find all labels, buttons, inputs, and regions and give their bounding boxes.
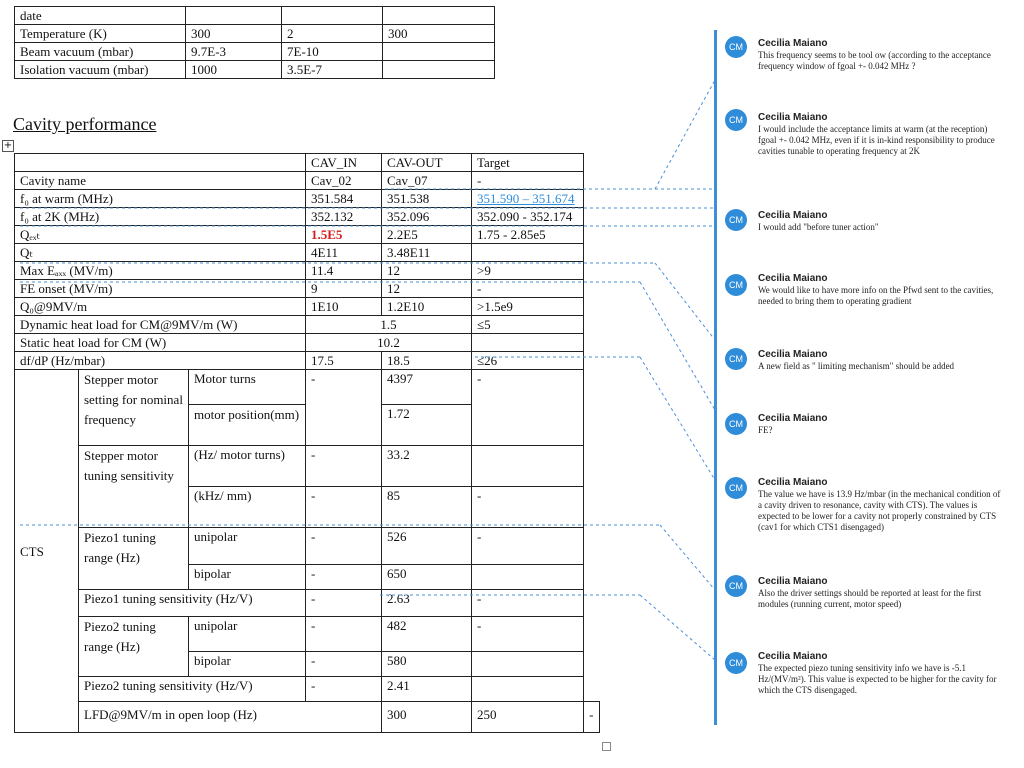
comment-card[interactable] (758, 273, 1003, 307)
row-label: Stepper motor setting for nominal frequency (79, 370, 189, 446)
row-label: Qₜ (15, 244, 306, 262)
table-cell: 2.2E5 (382, 226, 472, 244)
comment-author: Cecilia Maiano (758, 210, 828, 221)
row-label: LFD@9MV/m in open loop (Hz) (79, 702, 382, 733)
table-cell: 12 (382, 262, 472, 280)
column-header: CAV-OUT (382, 154, 472, 172)
table-cell: 2 (282, 25, 383, 43)
avatar: CM (725, 274, 747, 296)
table-cell: 9 (306, 280, 382, 298)
table-move-handle-icon[interactable]: + (3, 140, 13, 151)
section-heading: Cavity performance (13, 114, 157, 134)
row-label: Piezo2 tuning sensitivity (Hz/V) (79, 677, 306, 702)
table-cell: 351.584 (306, 190, 382, 208)
comment-text: We would like to have more info on the Pfwd sent to the cavities, needed to bring them to operating gradient (758, 285, 994, 306)
comment-card[interactable] (758, 349, 1003, 372)
row-sublabel: motor position(mm) (189, 405, 306, 446)
comment-card[interactable] (758, 210, 1003, 233)
table-cell: - (306, 617, 382, 652)
column-header: CAV_IN (306, 154, 382, 172)
table-cell: 85 (382, 487, 472, 528)
row-label: df/dP (Hz/mbar) (15, 352, 306, 370)
table-cell: 1.75 - 2.85e5 (472, 226, 584, 244)
table-cell: - (306, 446, 382, 487)
table-cell: - (472, 370, 584, 446)
table-cell: 352.096 (382, 208, 472, 226)
table-cell: 3.48E11 (382, 244, 472, 262)
row-sublabel: unipolar (189, 528, 306, 565)
comment-author: Cecilia Maiano (758, 349, 828, 360)
comment-text: FE? (758, 425, 773, 435)
comment-text: A new field as " limiting mechanism" should be added (758, 361, 955, 371)
avatar: CM (725, 209, 747, 231)
table-cell: - (306, 590, 382, 617)
table-cell: 580 (382, 652, 472, 677)
avatar: CM (725, 36, 747, 58)
column-header: Target (472, 154, 584, 172)
row-label: Piezo2 tuning range (Hz) (79, 617, 189, 677)
table-cell: Beam vacuum (mbar) (15, 43, 186, 61)
table-cell: 1.5 (306, 316, 472, 334)
row-label: FE onset (MV/m) (15, 280, 306, 298)
table-cell: 482 (382, 617, 472, 652)
table-cell: ≤26 (472, 352, 584, 370)
table-cell: 250 (472, 702, 584, 733)
comment-author: Cecilia Maiano (758, 576, 828, 587)
table-cell: 4397 (382, 370, 472, 405)
table-cell: 10.2 (306, 334, 472, 352)
row-label: Cavity name (15, 172, 306, 190)
comment-author: Cecilia Maiano (758, 651, 828, 662)
comment-author: Cecilia Maiano (758, 273, 828, 284)
row-sublabel: unipolar (189, 617, 306, 652)
table-cell: - (472, 172, 584, 190)
row-sublabel: bipolar (189, 652, 306, 677)
comment-author: Cecilia Maiano (758, 413, 828, 424)
row-sublabel: (kHz/ mm) (189, 487, 306, 528)
table-cell: 3.5E-7 (282, 61, 383, 79)
table-cell: - (472, 528, 584, 565)
comment-card[interactable] (758, 651, 1003, 696)
table-cell: 9.7E-3 (186, 43, 282, 61)
avatar: CM (725, 413, 747, 435)
table-cell: 1.2E10 (382, 298, 472, 316)
table-cell: - (584, 702, 600, 733)
row-sublabel: bipolar (189, 565, 306, 590)
table-cell: - (306, 370, 382, 446)
comment-text: I would add "before tuner action" (758, 222, 879, 232)
table-cell: - (472, 280, 584, 298)
table-cell: 2.63 (382, 590, 472, 617)
comment-text: The value we have is 13.9 Hz/mbar (in the mechanical condition of a cavity driven to resonance, cavity with CTS). The values is expected to be lower for a cavity not properly constrained by CTS (cav1 for which CTS1 disengaged) (758, 489, 1001, 532)
avatar: CM (725, 575, 747, 597)
table-cell: 1.72 (382, 405, 472, 446)
row-label: f₀ at warm (MHz) (15, 190, 306, 208)
comment-author: Cecilia Maiano (758, 38, 828, 49)
row-label: f₀ at 2K (MHz) (15, 208, 306, 226)
comment-card[interactable] (758, 477, 1003, 533)
table-cell: 526 (382, 528, 472, 565)
comment-card[interactable] (758, 413, 1003, 436)
table-cell: Cav_02 (306, 172, 382, 190)
table-cell: 33.2 (382, 446, 472, 487)
table-cell: >9 (472, 262, 584, 280)
table-cell: 11.4 (306, 262, 382, 280)
table-cell: Temperature (K) (15, 25, 186, 43)
table-cell: 17.5 (306, 352, 382, 370)
comment-author: Cecilia Maiano (758, 477, 828, 488)
avatar: CM (725, 348, 747, 370)
comment-card[interactable] (758, 38, 1003, 72)
table-cell: 1000 (186, 61, 282, 79)
comment-text: Also the driver settings should be reported at least for the first modules (running current, motor speed) (758, 588, 982, 609)
table-cell: >1.5e9 (472, 298, 584, 316)
table-cell: 351.590 – 351.674 (472, 190, 584, 208)
row-label: Max Eₐₓₓ (MV/m) (15, 262, 306, 280)
comment-card[interactable] (758, 576, 1003, 610)
table-cell: 300 (382, 702, 472, 733)
table-cell: 1E10 (306, 298, 382, 316)
comment-card[interactable] (758, 112, 1003, 157)
table-cell: 351.538 (382, 190, 472, 208)
row-label: Q₀@9MV/m (15, 298, 306, 316)
table-cell: 18.5 (382, 352, 472, 370)
table-cell: 2.41 (382, 677, 472, 702)
table-cell: - (472, 617, 584, 652)
comment-text: The expected piezo tuning sensitivity info we have is -5.1 Hz/(MV/m²). This value is expected to be higher for the cavity for which the CTS disengaged. (758, 663, 997, 695)
row-sublabel: Motor turns (189, 370, 306, 405)
table-cell: ≤5 (472, 316, 584, 334)
avatar: CM (725, 109, 747, 131)
table-cell: Cav_07 (382, 172, 472, 190)
table-cell: 1.5E5 (306, 226, 382, 244)
table-cell: - (306, 565, 382, 590)
row-label: Stepper motor tuning sensitivity (79, 446, 189, 528)
row-label: Static heat load for CM (W) (15, 334, 306, 352)
avatar: CM (725, 477, 747, 499)
table-cell: - (306, 652, 382, 677)
table-cell: - (472, 590, 584, 617)
cts-label: CTS (15, 370, 79, 733)
row-sublabel: (Hz/ motor turns) (189, 446, 306, 487)
table-cell: 352.090 - 352.174 (472, 208, 584, 226)
table-cell: 300 (186, 25, 282, 43)
comment-author: Cecilia Maiano (758, 112, 828, 123)
row-label: Piezo1 tuning range (Hz) (79, 528, 189, 590)
row-label: Qₑₓₜ (15, 226, 306, 244)
table-cell: 352.132 (306, 208, 382, 226)
table-cell: Isolation vacuum (mbar) (15, 61, 186, 79)
comment-text: This frequency seems to be tool ow (according to the acceptance frequency window of fgoal +- 0.042 MHz ? (758, 50, 991, 71)
row-label: Piezo1 tuning sensitivity (Hz/V) (79, 590, 306, 617)
table-cell: 7E-10 (282, 43, 383, 61)
table-cell: - (472, 487, 584, 528)
table-cell: - (306, 677, 382, 702)
table-cell: date (15, 7, 186, 25)
table-cell: - (306, 528, 382, 565)
comments-pane-divider (714, 30, 717, 725)
avatar: CM (725, 652, 747, 674)
table-cell: - (306, 487, 382, 528)
table-cell: 650 (382, 565, 472, 590)
row-label: Dynamic heat load for CM@9MV/m (W) (15, 316, 306, 334)
table-cell: 4E11 (306, 244, 382, 262)
comment-text: I would include the acceptance limits at warm (at the reception) fgoal +- 0.042 MHz, even if it is in-kind responsibility to produce cavities tunable to operating frequency at 2K (758, 124, 995, 156)
table-cell: 300 (383, 25, 495, 43)
table-cell: 12 (382, 280, 472, 298)
